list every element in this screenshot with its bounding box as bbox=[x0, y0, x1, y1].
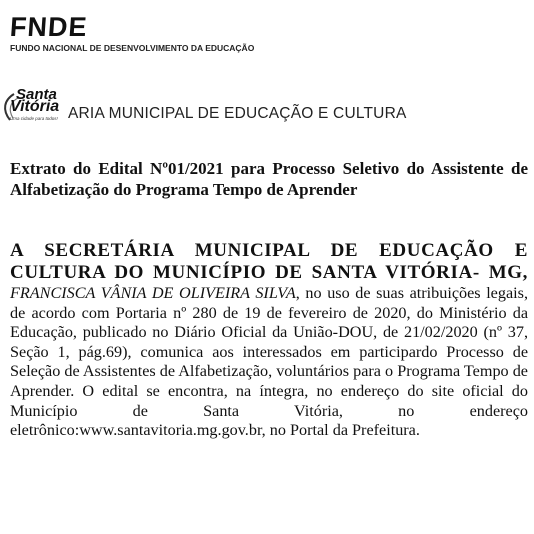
lead-text: A SECRETÁRIA MUNICIPAL DE EDUCAÇÃO E CULTURA DO MUNICÍPIO DE SANTA VITÓRIA- MG, bbox=[10, 240, 528, 283]
fnde-full-name: FUNDO NACIONAL DE DESENVOLVIMENTO DA EDUCAÇÃO bbox=[10, 43, 255, 53]
fnde-logo: FNDE bbox=[8, 12, 89, 42]
santa-vitoria-logo bbox=[0, 84, 68, 128]
logo-vitoria-text: Vitória bbox=[10, 98, 60, 115]
secretaria-heading: ARIA MUNICIPAL DE EDUCAÇÃO E CULTURA bbox=[68, 105, 407, 122]
logo-slogan: Uma cidade para todos! bbox=[10, 116, 58, 121]
body-text: , no uso de suas atribuições legais, de acordo com Portaria nº 280 de 19 de fevereiro de 2020, do Ministério da Educação, publicado no Diário Oficial da União-DOU, de 21/02/2020 (nº 37, Seção 1, pág.69), comunica aos interessados em participardo Processo de Seleção de Assistentes de Alfabetização, voluntários para o Programa Tempo de Aprender. O edital se encontra, na íntegra, no endereço do site oficial do Município de Santa Vitória, no endereço eletrônico:www.santavitoria.mg.gov.br, no Portal da Prefeitura. bbox=[10, 284, 528, 440]
logo-santa-text: Santa bbox=[16, 86, 57, 103]
document-title: Extrato do Edital Nº01/2021 para Processo Seletivo do Assistente de Alfabetização do Programa Tempo de Aprender bbox=[10, 159, 528, 199]
document-body bbox=[10, 240, 528, 441]
secretary-name: FRANCISCA VÂNIA DE OLIVEIRA SILVA bbox=[10, 284, 296, 302]
